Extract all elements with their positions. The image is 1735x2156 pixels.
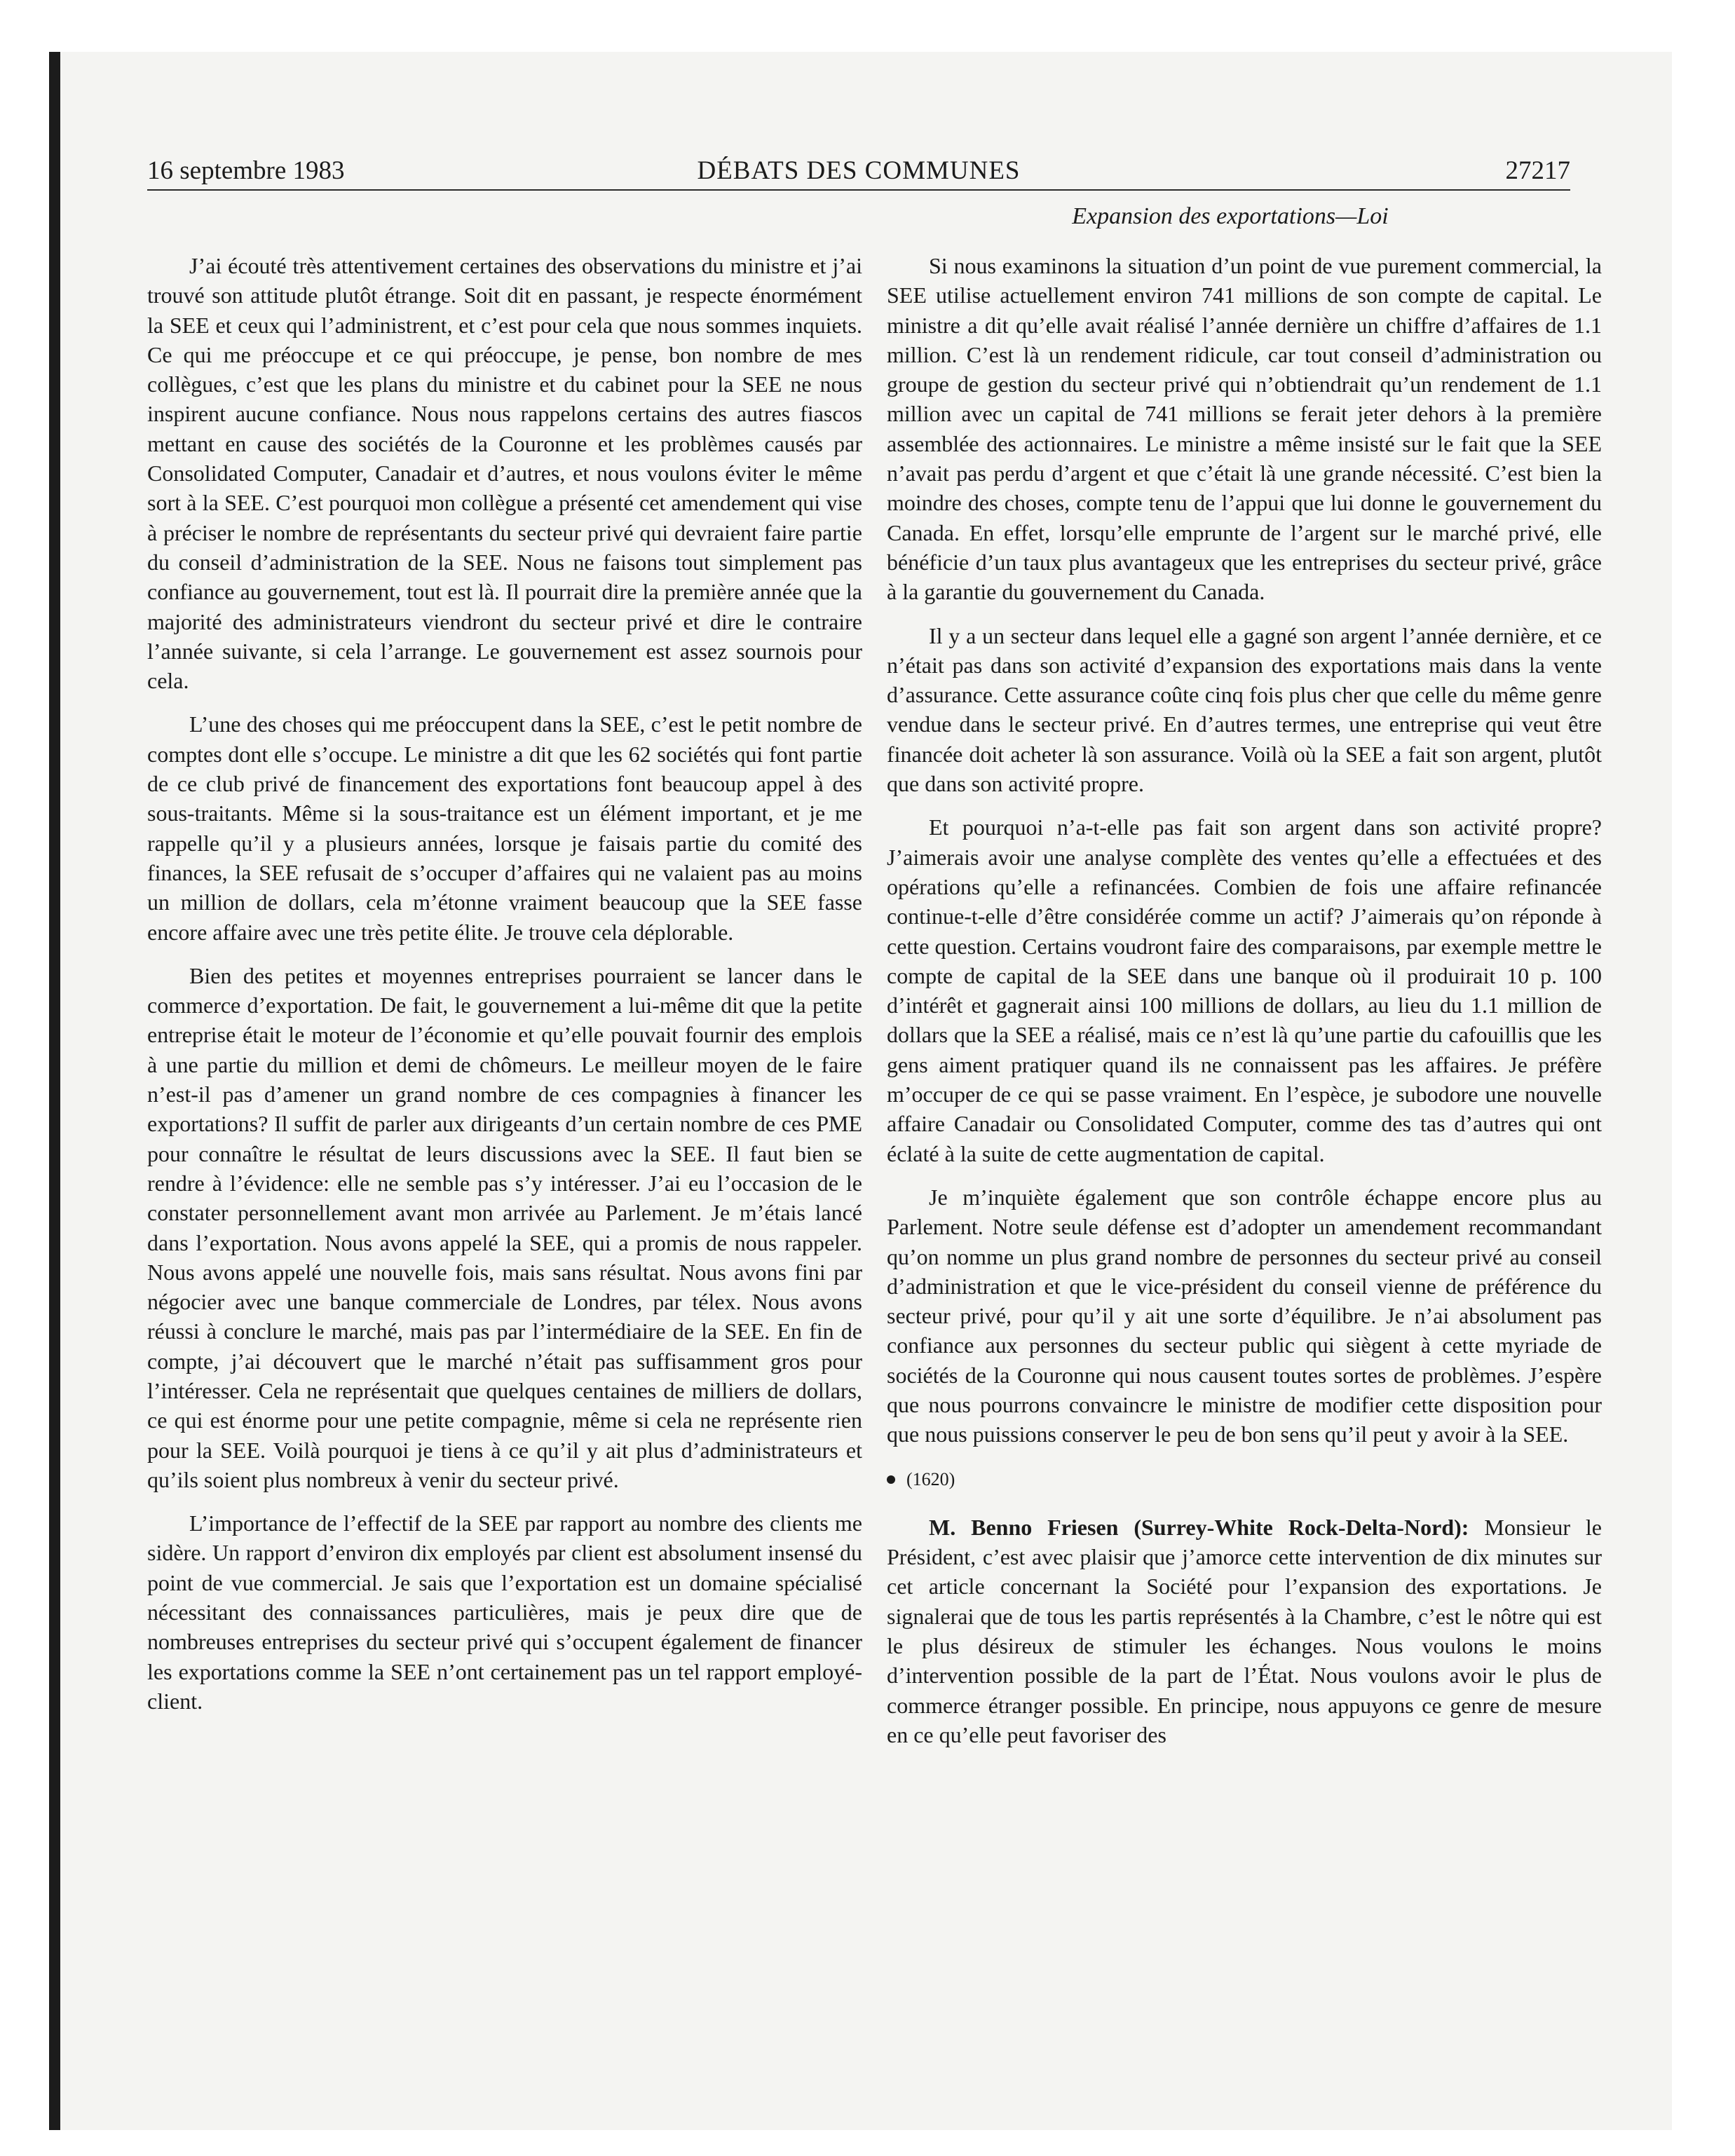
speech-paragraph [887, 1513, 1602, 1749]
paragraph: Et pourquoi n’a-t-elle pas fait son argent dans son activité propre? J’aimerais avoir une analyse complète des ventes qu’elle a effectuées et des opérations qu’elle a refinancées. Combien de fois une affaire refinancée continue-t-elle d’être considérée comme un actif? J’aimerais qu’on réponde à cette question. Certains voudront faire des comparaisons, par exemple mettre le compte de capital de la SEE dans une banque où il produirait 10 p. 100 d’intérêt et gagnerait ainsi 100 millions de dollars, au lieu du 1.1 million de dollars que la SEE a réalisé, mais ce n’est là qu’une partie du cafouillis que les gens aiment pratiquer quand ils ne connaissent pas les affaires. Je préfère m’occuper de ce qui se passe vraiment. En l’espèce, je subodore une nouvelle affaire Canadair ou Consolidated Computer, comme des tas d’autres qui ont éclaté à la suite de cette augmentation de capital. [887, 814, 1602, 1166]
header-rule [147, 189, 1570, 191]
right-column [887, 251, 1602, 1763]
bullet-icon [887, 1475, 895, 1484]
paragraph: J’ai écouté très attentivement certaines des observations du ministre et j’ai trouvé son attitude plutôt étrange. Soit dit en passant, je respecte énormément la SEE et ceux qui l’administrent, et c’est pour cela que nous sommes inquiets. Ce qui me préoccupe et ce qui préoccupe, je pense, bon nombre de mes collègues, c’est que les plans du ministre et du cabinet pour la SEE ne nous inspirent aucune confiance. Nous nous rappelons certains des autres fiascos mettant en cause des sociétés de la Couronne et les problèmes causés par Consolidated Computer, Canadair et d’autres, et nous voulons éviter le même sort à la SEE. C’est pourquoi mon collègue a présenté cet amendement qui vise à préciser le nombre de représentants du secteur privé qui devraient faire partie du conseil d’administration de la SEE. Nous ne faisons tout simplement pas confiance au gouvernement, tout est là. Il pourrait dire la première année que la majorité des administrateurs viendront du secteur privé et dire le contraire l’année suivante, si cela l’arrange. Le gouvernement est assez sournois pour cela. [147, 253, 862, 694]
time-marker-label: (1620) [906, 1468, 955, 1489]
left-column [147, 251, 862, 1730]
paragraph: L’une des choses qui me préoccupent dans la SEE, c’est le petit nombre de comptes dont elle s’occupe. Le ministre a dit que les 62 sociétés qui font partie de ce club privé de financement des exportations font beaucoup appel à des sous-traitants. Même si la sous-traitance est un élément important, et je me rappelle qu’il y a plusieurs années, lorsque je faisais partie du comité des finances, la SEE refusait de s’occuper d’affaires qui ne valaient pas au moins un million de dollars, cela m’étonne vraiment beaucoup que la SEE fasse encore affaire avec une très petite élite. Je trouve cela déplorable. [147, 711, 862, 945]
scan-edge-shadow [49, 52, 60, 2130]
speech-text: Monsieur le Président, c’est avec plaisir que j’amorce cette intervention de dix minutes sur cet article concernant la Société pour l’expansion des exportations. Je signalerai que de tous les partis représentés à la Chambre, c’est le nôtre qui est le plus désireux de stimuler les échanges. Nous voulons le moins d’intervention possible de la part de l’État. Nous voulons avoir le plus de commerce étranger possible. En principe, nous appuyons ce genre de mesure en ce qu’elle peut favoriser des [887, 1514, 1603, 1747]
paragraph: Il y a un secteur dans lequel elle a gagné son argent l’année dernière, et ce n’était pas dans son activité d’expansion des exportations mais dans la vente d’assurance. Cette assurance coûte cinq fois plus cher que celle du même genre vendue dans le secteur privé. En d’autres termes, une entreprise qui veut être financée doit acheter là son assurance. Voilà où la SEE a fait son argent, plutôt que dans son activité propre. [887, 622, 1602, 797]
paragraph: Si nous examinons la situation d’un point de vue purement commercial, la SEE utilise actuellement environ 741 millions de son compte de capital. Le ministre a dit qu’elle avait réalisé l’année dernière un chiffre d’affaires de 1.1 million. C’est là un rendement ridicule, car tout conseil d’administration ou groupe de gestion du secteur privé qui n’obtiendrait qu’un rendement de 1.1 million avec un capital de 741 millions se ferait jeter dehors à la première assemblée des actionnaires. Le ministre a même insisté sur le fait que la SEE n’avait pas perdu d’argent et que c’était là une grande nécessité. C’est bien la moindre des choses, compte tenu de l’appui que lui donne le gouvernement du Canada. En effet, lorsqu’elle emprunte de l’argent sur le marché privé, elle bénéficie d’un taux plus avantageux que les entreprises du secteur privé, grâce à la garantie du gouvernement du Canada. [887, 253, 1602, 605]
running-title: Expansion des exportations—Loi [1072, 203, 1389, 229]
paragraph: Bien des petites et moyennes entreprises pourraient se lancer dans le commerce d’exportation. De fait, le gouvernement a lui-même dit que la petite entreprise était le moteur de l’économie et qu’elle pouvait fournir des emplois à une partie du million et demi de chômeurs. Le meilleur moyen de le faire n’est-il pas d’amener un grand nombre de ces compagnies à financer les exportations? Il suffit de parler aux dirigeants d’un certain nombre de ces PME pour connaître le résultat de leurs discussions avec la SEE. Il faut bien se rendre à l’évidence: elle ne semble pas s’y intéresser. J’ai eu l’occasion de le constater personnellement avant mon arrivée au Parlement. Je m’étais lancé dans l’exportation. Nous avons appelé la SEE, qui a promis de nous rappeler. Nous avons appelé une nouvelle fois, mais sans résultat. Nous avons fini par négocier avec une banque commerciale de Londres, par télex. Nous avons réussi à conclure le marché, mais pas par l’intermédiaire de la SEE. En fin de compte, j’ai découvert que le marché n’était pas suffisamment gros pour l’intéresser. Cela ne représentait que quelques centaines de milliers de dollars, ce qui est énorme pour une petite compagnie, même si cela ne représente rien pour la SEE. Voilà pourquoi je tiens à ce qu’il y ait plus d’administrateurs et qu’ils soient plus nombreux à venir du secteur privé. [147, 962, 862, 1492]
header-journal-title: DÉBATS DES COMMUNES [697, 156, 1021, 185]
time-marker [887, 1465, 1602, 1494]
paragraph: L’importance de l’effectif de la SEE par rapport au nombre des clients me sidère. Un rapport d’environ dix employés par client est absolument insensé du point de vue commercial. Je sais que l’exportation est un domaine spécialisé nécessitant des connaissances particulières, mais je peux dire que de nombreuses entreprises du secteur privé qui s’occupent également de financer les exportations comme la SEE n’ont certainement pas un tel rapport employé-client. [147, 1510, 862, 1714]
header-page-number: 27217 [1505, 156, 1570, 185]
paragraph: Je m’inquiète également que son contrôle échappe encore plus au Parlement. Notre seule défense est d’adopter un amendement recommandant qu’on nomme un plus grand nombre de personnes du secteur privé au conseil d’administration et que le vice-président du conseil vienne de préférence du secteur privé, pour qu’il y ait une sorte d’équilibre. Je n’ai absolument pas confiance aux personnes du secteur public qui siègent à cette myriade de sociétés de la Couronne qui nous causent toutes sortes de problèmes. J’espère que nous pourrons convaincre le ministre de modifier cette disposition pour que nous puissions conserver le peu de bon sens qu’il peut y avoir à la SEE. [887, 1184, 1602, 1447]
header-date: 16 septembre 1983 [147, 156, 345, 185]
page-header [147, 156, 1570, 191]
speaker-name: M. Benno Friesen (Surrey-White Rock-Delta-Nord): [929, 1514, 1469, 1540]
